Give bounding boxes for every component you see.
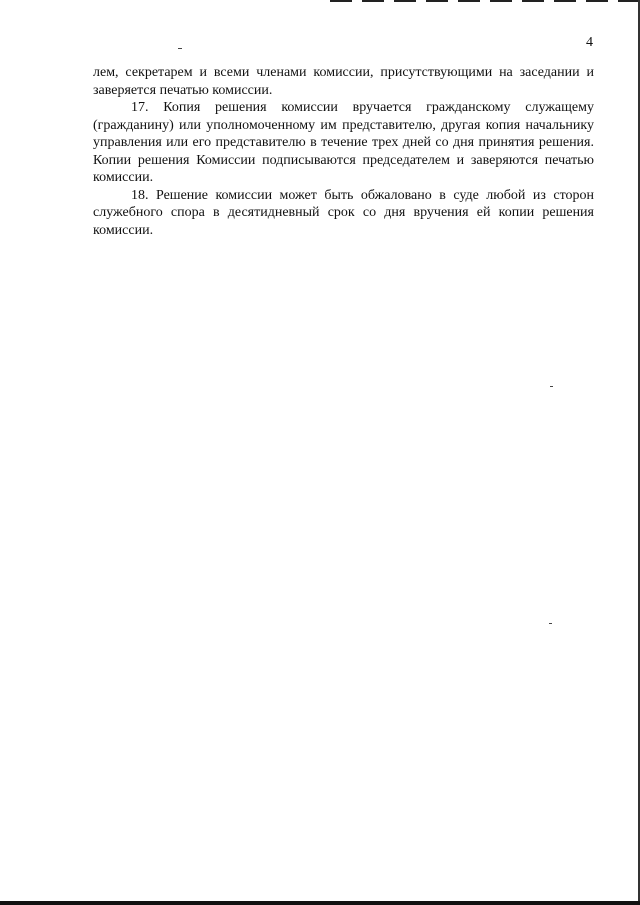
paragraph-item-18: 18. Решение комиссии может быть обжаловано в суде любой из сторон служебного спора в десятидневный срок со дня вручения ей копии решения комиссии. [93,187,594,238]
document-body [93,64,594,239]
scan-speck [549,623,552,624]
scan-speck [550,386,553,387]
page-number: 4 [586,35,593,50]
paragraph-item-17: 17. Копия решения комиссии вручается гражданскому служащему (гражданину) или уполномоченному им представителю, другая копия начальнику управления или его представителю в течение трех дней со дня принятия решения. Копии решения Комиссии подписываются председателем и заверяются печатью комиссии. [93,100,594,185]
paragraph-continuation: лем, секретарем и всеми членами комиссии, присутствующими на заседании и заверяется печатью комиссии. [93,65,594,98]
scan-speck [178,48,182,49]
scan-bottom-rule [0,901,640,905]
scan-top-rule [330,0,640,2]
